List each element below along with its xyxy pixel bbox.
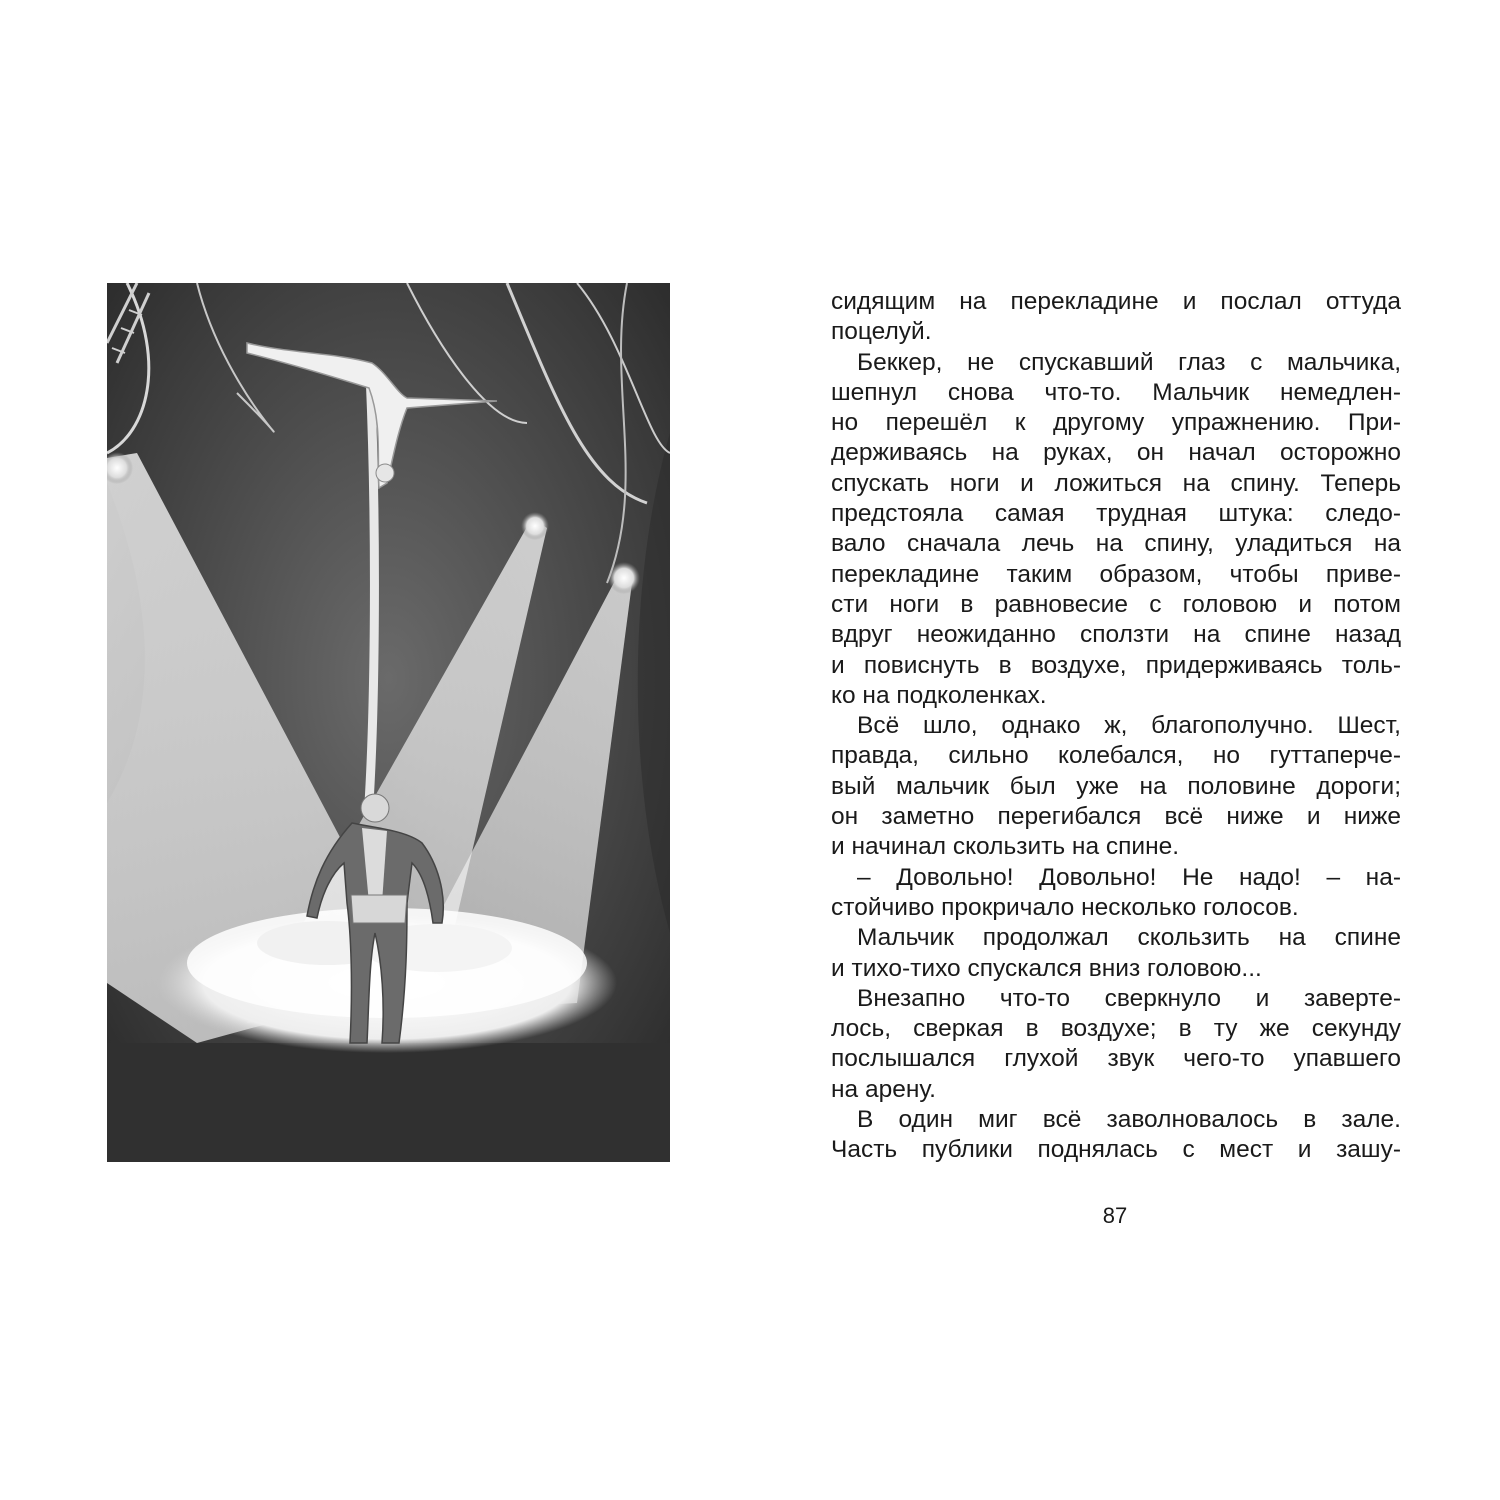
text-line: Всё шло, однако ж, благополучно. Шест, (857, 712, 1401, 740)
text-line: – Довольно! Довольно! Не надо! – на- (857, 863, 1401, 891)
text-line: Мальчик продолжал скользить на спине (857, 924, 1401, 952)
text-line: на арену. (831, 1075, 936, 1103)
paragraph (831, 923, 1401, 984)
paragraph (831, 863, 1401, 924)
text-line: лось, сверкая в воздухе; в ту же секунду (831, 1015, 1401, 1043)
text-line: правда, сильно колебался, но гуттаперче- (831, 742, 1401, 770)
text-line: В один миг всё заволновалось в зале. (857, 1106, 1401, 1134)
text-line: и начинал скользить на спине. (831, 833, 1180, 861)
text-line: он заметно перегибался всё ниже и ниже (831, 803, 1401, 831)
text-line: ко на подколенках. (831, 681, 1047, 709)
text-line: спускать ноги и ложиться на спину. Теперь (831, 469, 1401, 497)
circus-aerialist-illustration-icon (107, 283, 670, 1162)
text-line: держиваясь на руках, он начал осторожно (831, 439, 1401, 467)
paragraph (831, 287, 1401, 348)
text-line: и тихо-тихо спускался вниз головою... (831, 954, 1262, 982)
text-line: поцелуй. (831, 318, 932, 346)
text-line: вдруг неожиданно сползти на спине назад (831, 621, 1401, 649)
page-number: 87 (1102, 1203, 1128, 1228)
paragraph (831, 348, 1401, 712)
paragraph (831, 984, 1401, 1105)
text-line: перекладине таким образом, чтобы приве- (831, 560, 1401, 588)
text-line: предстояла самая трудная штука: следо- (831, 500, 1401, 528)
paragraph (831, 1105, 1401, 1166)
text-line: Внезапно что-то сверкнуло и заверте- (857, 984, 1401, 1012)
text-line: но перешёл к другому упражнению. При- (831, 409, 1401, 437)
text-line: Часть публики поднялась с мест и зашу- (831, 1136, 1401, 1164)
text-line: стойчиво прокричало несколько голосов. (831, 893, 1299, 921)
text-line: шепнул снова что-то. Мальчик немедлен- (831, 378, 1401, 406)
text-line: послышался глухой звук чего-то упавшего (831, 1045, 1401, 1073)
text-line: и повиснуть в воздухе, придерживаясь толь- (831, 651, 1401, 679)
illustration (107, 283, 670, 1162)
body-text (831, 287, 1401, 1166)
text-line: Беккер, не спускавший глаз с мальчика, (857, 348, 1401, 376)
text-line: сти ноги в равновесие с головою и потом (831, 590, 1401, 618)
text-line: сидящим на перекладине и послал оттуда (831, 288, 1401, 315)
text-line: вало сначала лечь на спину, уладиться на (831, 530, 1401, 558)
paragraph (831, 711, 1401, 862)
text-line: вый мальчик был уже на половине дороги; (831, 772, 1401, 800)
